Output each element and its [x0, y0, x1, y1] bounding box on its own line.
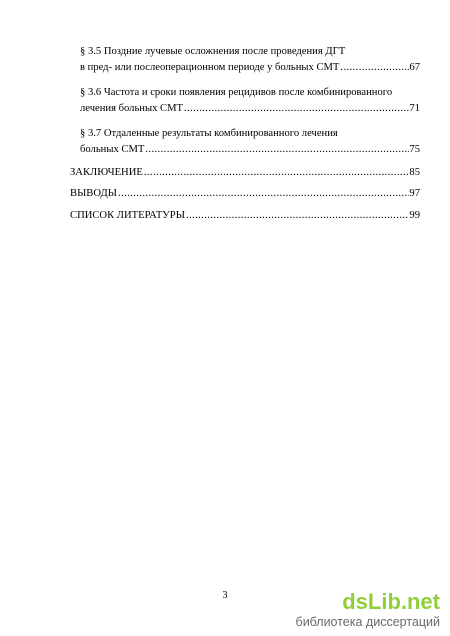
toc-findings-page: 97	[409, 188, 420, 199]
toc-entry-conclusion[interactable]	[70, 166, 420, 179]
dslib-tagline: библиотека диссертаций	[295, 615, 440, 629]
toc-entry-3-5-page: 67	[409, 62, 420, 73]
dot-leader	[144, 166, 410, 179]
toc-entry-3-7-line1: § 3.7 Отдаленные результаты комбинированного лечения	[80, 128, 338, 139]
dot-leader	[184, 102, 409, 115]
toc-entry-3-5-line1: § 3.5 Поздние лучевые осложнения после проведения ДГТ	[80, 46, 346, 57]
toc-conclusion-page: 85	[409, 167, 420, 178]
dslib-watermark[interactable]	[290, 590, 440, 630]
toc-references-label: СПИСОК ЛИТЕРАТУРЫ	[70, 210, 185, 221]
toc-entry-3-7[interactable]	[80, 143, 420, 156]
toc-references-page: 99	[409, 210, 420, 221]
toc-entry-findings[interactable]	[70, 187, 420, 200]
toc-findings-label: ВЫВОДЫ	[70, 188, 117, 199]
toc-entry-3-5-line2: в пред- или послеоперационном периоде у больных СМТ	[80, 62, 340, 73]
dot-leader	[340, 61, 409, 74]
toc-entry-3-6-line2: лечения больных СМТ	[80, 103, 183, 114]
dslib-logo: dsLib.net	[342, 589, 440, 614]
page-number: 3	[222, 590, 228, 601]
toc-entry-3-6[interactable]	[80, 102, 420, 115]
toc-entry-3-7-line2: больных СМТ	[80, 144, 145, 155]
dot-leader	[186, 209, 409, 222]
toc-entry-3-7-page: 75	[409, 144, 420, 155]
toc-entry-3-6-page: 71	[409, 103, 420, 114]
toc-entry-3-6-line1: § 3.6 Частота и сроки появления рецидивов после комбинированного	[80, 87, 393, 98]
toc-entry-3-5[interactable]	[80, 61, 420, 74]
toc-entry-references[interactable]	[70, 209, 420, 222]
toc-conclusion-label: ЗАКЛЮЧЕНИЕ	[70, 167, 143, 178]
dot-leader	[145, 143, 409, 156]
dot-leader	[118, 187, 409, 200]
